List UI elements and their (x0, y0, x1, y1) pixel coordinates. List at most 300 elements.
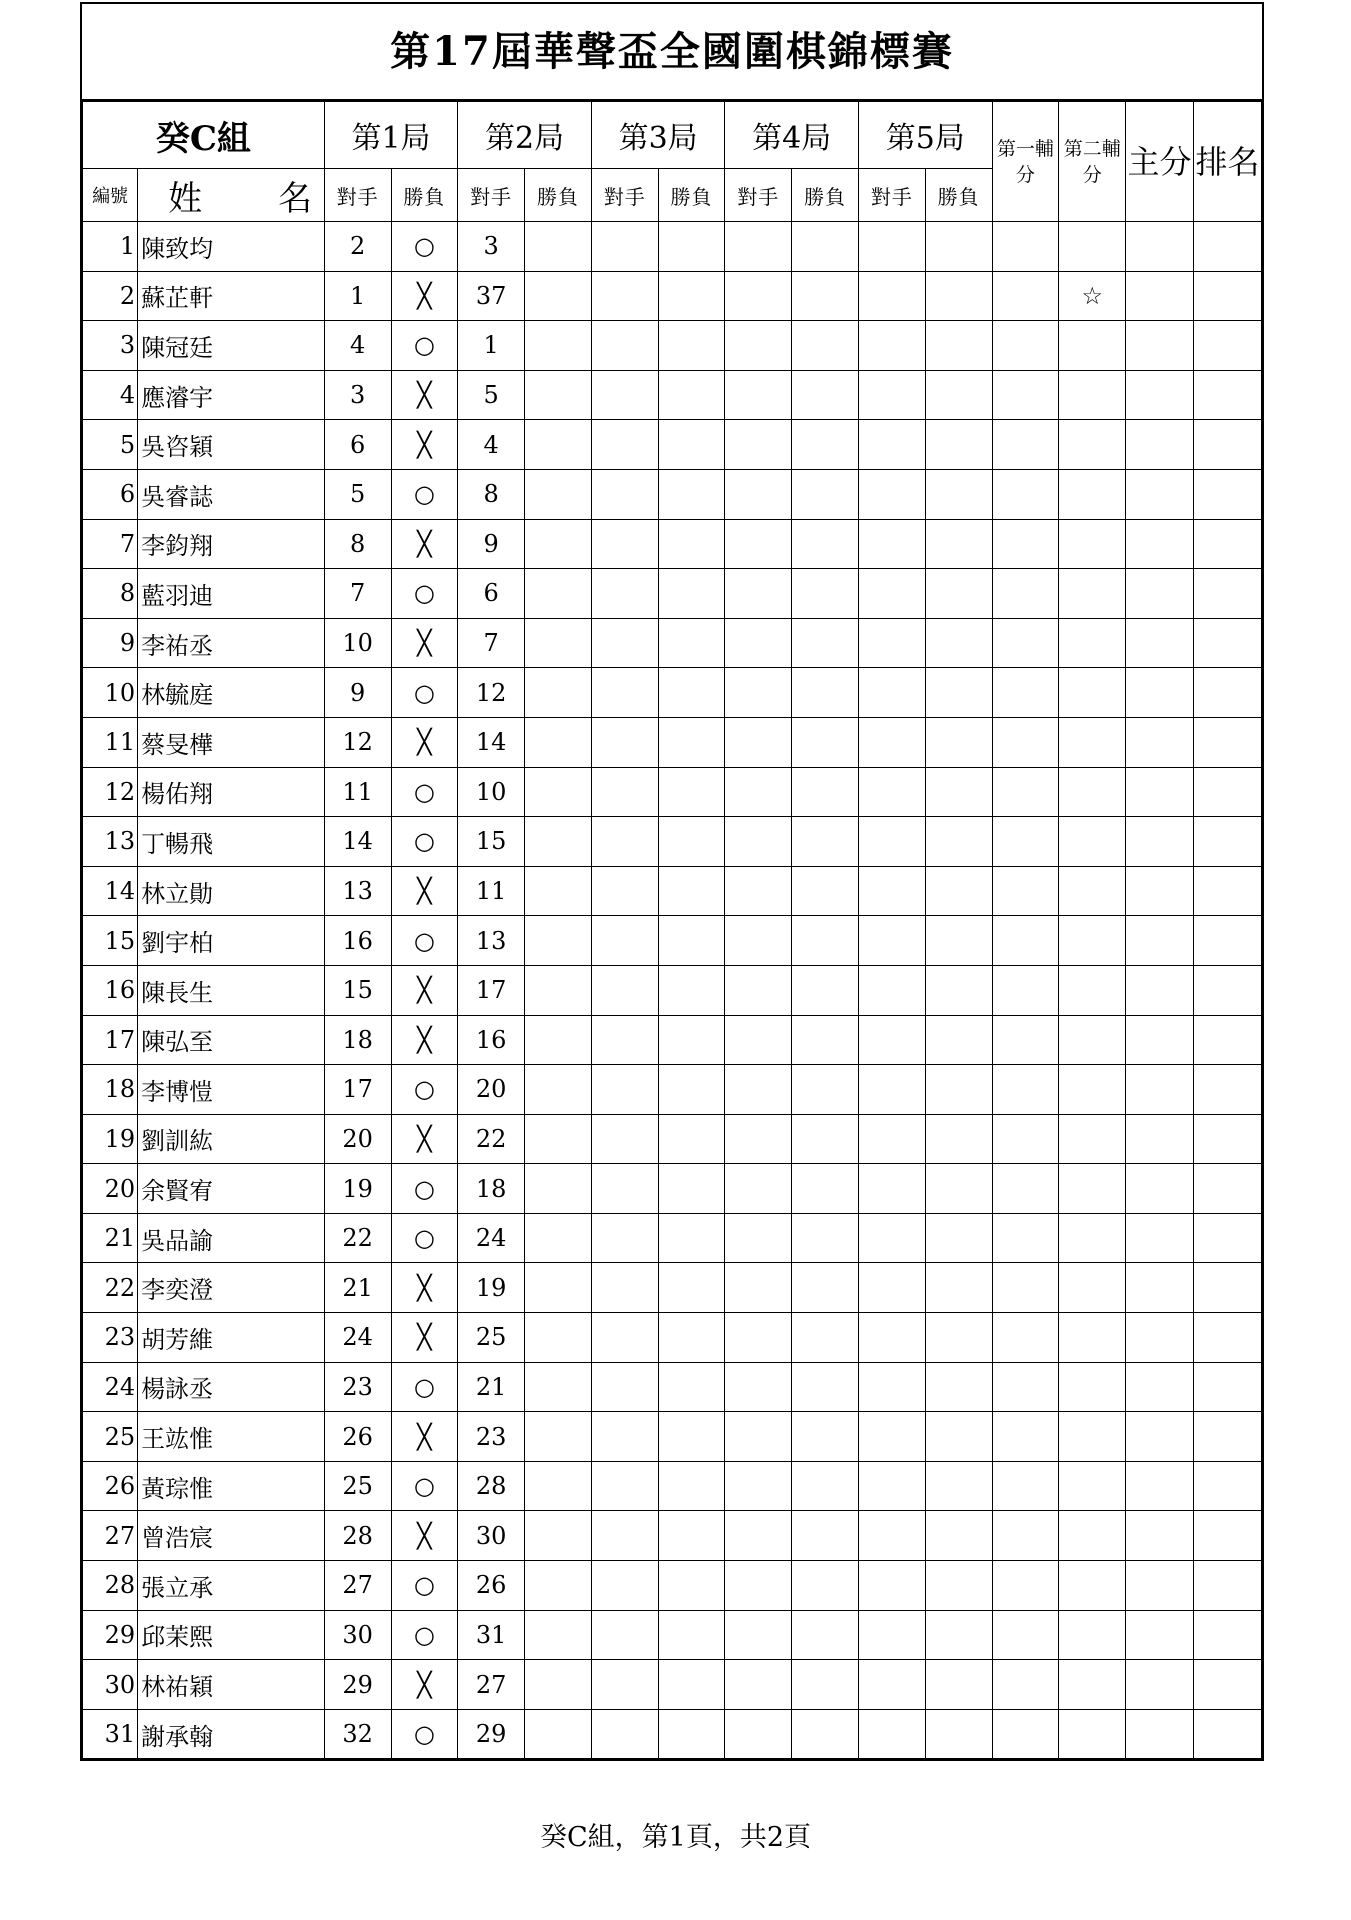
aux1-cell (992, 1461, 1059, 1511)
round-3-opponent (591, 1015, 658, 1065)
round-1-opponent: 7 (324, 569, 391, 619)
rank-cell (1193, 271, 1261, 321)
round-2-result (525, 668, 592, 718)
player-name: 李鈞翔 (138, 519, 325, 569)
round-4-opponent (725, 916, 792, 966)
aux1-header: 第一輔分 (992, 102, 1059, 222)
player-name: 蘇芷軒 (138, 271, 325, 321)
round-5-opponent (858, 668, 925, 718)
round-1-opponent: 2 (324, 222, 391, 272)
round-3-opponent (591, 271, 658, 321)
round-5-opponent (858, 1065, 925, 1115)
round-3-opponent (591, 1362, 658, 1412)
table-row (83, 271, 1262, 321)
name-header-1: 姓 (168, 178, 203, 219)
round-2-result (525, 271, 592, 321)
round-2-opponent: 31 (458, 1610, 525, 1660)
round-4-opponent (725, 1114, 792, 1164)
aux1-cell (992, 817, 1059, 867)
round-3-opponent (591, 321, 658, 371)
round-2-result (525, 1313, 592, 1363)
round-4-opponent (725, 866, 792, 916)
round-1-result: ╳ (391, 420, 458, 470)
round-5-result (925, 321, 992, 371)
round-4-result (792, 817, 859, 867)
round-4-result (792, 767, 859, 817)
round-2-opponent: 8 (458, 469, 525, 519)
main-score-cell (1126, 1114, 1194, 1164)
main-score-cell (1126, 370, 1194, 420)
round-5-result (925, 866, 992, 916)
round-3-opponent (591, 1263, 658, 1313)
main-score-cell (1126, 569, 1194, 619)
round-4-opponent (725, 1660, 792, 1710)
aux1-cell (992, 321, 1059, 371)
player-number: 2 (83, 271, 138, 321)
round-5-result (925, 1164, 992, 1214)
round-3-result (658, 1561, 725, 1611)
aux2-cell (1059, 469, 1126, 519)
round-2-result (525, 469, 592, 519)
round-5-opponent (858, 916, 925, 966)
round-4-opponent (725, 717, 792, 767)
round-5-result (925, 965, 992, 1015)
aux2-cell (1059, 717, 1126, 767)
aux1-cell (992, 916, 1059, 966)
round-5-opponent (858, 1362, 925, 1412)
round-3-opponent (591, 1164, 658, 1214)
table-row (83, 1511, 1262, 1561)
round-2-result (525, 1511, 592, 1561)
round-5-opponent (858, 1015, 925, 1065)
main-score-cell (1126, 1164, 1194, 1214)
player-number: 17 (83, 1015, 138, 1065)
round-4-opponent (725, 1461, 792, 1511)
aux1-cell (992, 1164, 1059, 1214)
round-2-result (525, 1412, 592, 1462)
table-row (83, 1164, 1262, 1214)
round-4-opponent (725, 420, 792, 470)
round-2-opponent: 6 (458, 569, 525, 619)
round-1-opponent: 28 (324, 1511, 391, 1561)
player-number: 5 (83, 420, 138, 470)
round-2-result (525, 717, 592, 767)
round-3-opponent (591, 469, 658, 519)
round-2-result (525, 222, 592, 272)
round-1-result: ╳ (391, 1313, 458, 1363)
name-header (138, 169, 325, 222)
aux2-cell (1059, 569, 1126, 619)
round-3-result (658, 1065, 725, 1115)
round-1-result: ╳ (391, 717, 458, 767)
round-2-opponent: 24 (458, 1213, 525, 1263)
aux2-cell (1059, 222, 1126, 272)
round-4-result (792, 1362, 859, 1412)
round-2-opponent: 37 (458, 271, 525, 321)
table-row (83, 1709, 1262, 1759)
round-4-opponent (725, 222, 792, 272)
aux2-cell (1059, 1015, 1126, 1065)
player-number: 15 (83, 916, 138, 966)
aux1-cell (992, 717, 1059, 767)
aux1-cell (992, 1660, 1059, 1710)
round-1-result: ○ (391, 1362, 458, 1412)
round-5-opponent (858, 717, 925, 767)
round-4-opponent (725, 817, 792, 867)
round-4-result (792, 1412, 859, 1462)
round-5-opponent (858, 1610, 925, 1660)
main-score-cell (1126, 1660, 1194, 1710)
round-1-result: ╳ (391, 965, 458, 1015)
round-4-result (792, 1709, 859, 1759)
round-2-header: 第2局 (458, 102, 592, 169)
round-2-result (525, 420, 592, 470)
round-3-result (658, 1461, 725, 1511)
table-row (83, 866, 1262, 916)
round-5-result (925, 370, 992, 420)
player-number: 12 (83, 767, 138, 817)
rank-cell (1193, 1610, 1261, 1660)
round-4-result (792, 569, 859, 619)
r3-opp-header: 對手 (591, 169, 658, 222)
aux2-cell (1059, 1263, 1126, 1313)
round-3-opponent (591, 222, 658, 272)
round-3-result (658, 1412, 725, 1462)
round-4-result (792, 717, 859, 767)
round-4-opponent (725, 965, 792, 1015)
table-row (83, 1412, 1262, 1462)
main-score-cell (1126, 1015, 1194, 1065)
player-number: 13 (83, 817, 138, 867)
round-2-opponent: 1 (458, 321, 525, 371)
round-5-header: 第5局 (858, 102, 992, 169)
aux2-cell (1059, 1313, 1126, 1363)
round-3-opponent (591, 1114, 658, 1164)
number-header: 編號 (83, 169, 138, 222)
main-score-cell (1126, 767, 1194, 817)
round-1-result: ○ (391, 1709, 458, 1759)
round-5-opponent (858, 1313, 925, 1363)
round-3-opponent (591, 817, 658, 867)
round-1-result: ○ (391, 1610, 458, 1660)
player-name: 陳致均 (138, 222, 325, 272)
round-4-opponent (725, 1412, 792, 1462)
round-1-opponent: 1 (324, 271, 391, 321)
main-score-cell (1126, 1610, 1194, 1660)
player-name: 陳弘至 (138, 1015, 325, 1065)
round-5-result (925, 1660, 992, 1710)
round-3-result (658, 1660, 725, 1710)
player-number: 23 (83, 1313, 138, 1363)
round-5-result (925, 916, 992, 966)
round-2-result (525, 321, 592, 371)
round-2-result (525, 817, 592, 867)
round-1-result: ╳ (391, 1114, 458, 1164)
round-1-opponent: 24 (324, 1313, 391, 1363)
round-4-opponent (725, 519, 792, 569)
round-2-opponent: 30 (458, 1511, 525, 1561)
table-row (83, 321, 1262, 371)
round-4-result (792, 469, 859, 519)
round-2-result (525, 519, 592, 569)
round-4-result (792, 1461, 859, 1511)
player-number: 6 (83, 469, 138, 519)
round-5-opponent (858, 965, 925, 1015)
round-2-opponent: 3 (458, 222, 525, 272)
round-2-opponent: 17 (458, 965, 525, 1015)
round-5-result (925, 1313, 992, 1363)
table-row (83, 370, 1262, 420)
round-1-result: ╳ (391, 370, 458, 420)
round-4-result (792, 222, 859, 272)
round-2-opponent: 23 (458, 1412, 525, 1462)
main-score-cell (1126, 717, 1194, 767)
round-2-result (525, 1213, 592, 1263)
round-1-result: ○ (391, 1561, 458, 1611)
round-1-result: ○ (391, 1065, 458, 1115)
round-4-opponent (725, 469, 792, 519)
table-row (83, 1610, 1262, 1660)
round-4-result (792, 1313, 859, 1363)
round-3-result (658, 519, 725, 569)
player-name: 李奕澄 (138, 1263, 325, 1313)
aux1-cell (992, 668, 1059, 718)
round-3-opponent (591, 1213, 658, 1263)
round-1-result: ╳ (391, 519, 458, 569)
r4-res-header: 勝負 (792, 169, 859, 222)
rank-cell (1193, 866, 1261, 916)
round-4-opponent (725, 1313, 792, 1363)
table-row (83, 1015, 1262, 1065)
round-5-opponent (858, 1561, 925, 1611)
r4-opp-header: 對手 (725, 169, 792, 222)
round-4-opponent (725, 767, 792, 817)
aux2-cell (1059, 420, 1126, 470)
round-2-opponent: 22 (458, 1114, 525, 1164)
rank-cell (1193, 1461, 1261, 1511)
round-1-result: ○ (391, 321, 458, 371)
round-1-opponent: 32 (324, 1709, 391, 1759)
round-5-result (925, 222, 992, 272)
aux2-cell (1059, 767, 1126, 817)
main-score-cell (1126, 1263, 1194, 1313)
round-5-result (925, 1412, 992, 1462)
rank-cell (1193, 618, 1261, 668)
aux2-cell (1059, 1412, 1126, 1462)
round-1-opponent: 6 (324, 420, 391, 470)
main-score-cell (1126, 469, 1194, 519)
aux2-cell (1059, 1065, 1126, 1115)
round-2-result (525, 1660, 592, 1710)
round-3-result (658, 1362, 725, 1412)
main-score-cell (1126, 1362, 1194, 1412)
aux2-cell (1059, 1114, 1126, 1164)
aux2-cell (1059, 618, 1126, 668)
score-sheet (80, 2, 1264, 1761)
page-footer: 癸C組，第1頁，共2頁 (539, 1822, 811, 1853)
round-4-result (792, 1610, 859, 1660)
player-name: 吳咨穎 (138, 420, 325, 470)
round-2-result (525, 1065, 592, 1115)
player-number: 26 (83, 1461, 138, 1511)
round-2-result (525, 767, 592, 817)
round-3-opponent (591, 1461, 658, 1511)
round-3-result (658, 817, 725, 867)
round-3-opponent (591, 1610, 658, 1660)
r5-res-header: 勝負 (925, 169, 992, 222)
round-2-result (525, 1362, 592, 1412)
table-row (83, 916, 1262, 966)
aux2-cell (1059, 1362, 1126, 1412)
round-4-result (792, 1561, 859, 1611)
main-score-cell (1126, 271, 1194, 321)
round-3-opponent (591, 1313, 658, 1363)
round-1-result: ╳ (391, 1015, 458, 1065)
round-4-result (792, 1511, 859, 1561)
round-1-opponent: 23 (324, 1362, 391, 1412)
main-score-cell (1126, 668, 1194, 718)
results-table (82, 101, 1262, 1759)
rank-cell (1193, 1114, 1261, 1164)
round-5-result (925, 1709, 992, 1759)
rank-cell (1193, 1015, 1261, 1065)
round-3-result (658, 321, 725, 371)
round-2-result (525, 1561, 592, 1611)
aux1-cell (992, 569, 1059, 619)
main-score-cell (1126, 1313, 1194, 1363)
player-name: 曾浩宸 (138, 1511, 325, 1561)
player-number: 18 (83, 1065, 138, 1115)
player-number: 25 (83, 1412, 138, 1462)
player-number: 16 (83, 965, 138, 1015)
aux1-cell (992, 1610, 1059, 1660)
aux1-cell (992, 965, 1059, 1015)
round-4-result (792, 965, 859, 1015)
aux1-cell (992, 519, 1059, 569)
round-1-header: 第1局 (324, 102, 458, 169)
aux2-cell (1059, 519, 1126, 569)
round-1-result: ╳ (391, 1660, 458, 1710)
round-4-opponent (725, 1709, 792, 1759)
player-name: 陳長生 (138, 965, 325, 1015)
round-4-result (792, 271, 859, 321)
table-row (83, 1213, 1262, 1263)
round-4-opponent (725, 618, 792, 668)
round-2-result (525, 1114, 592, 1164)
round-2-opponent: 25 (458, 1313, 525, 1363)
player-name: 陳冠廷 (138, 321, 325, 371)
round-5-result (925, 618, 992, 668)
round-3-result (658, 469, 725, 519)
round-4-result (792, 1263, 859, 1313)
round-3-opponent (591, 569, 658, 619)
round-4-opponent (725, 1511, 792, 1561)
r2-res-header: 勝負 (525, 169, 592, 222)
round-4-opponent (725, 321, 792, 371)
round-3-result (658, 618, 725, 668)
round-5-opponent (858, 618, 925, 668)
round-3-result (658, 866, 725, 916)
round-4-result (792, 866, 859, 916)
round-2-opponent: 7 (458, 618, 525, 668)
aux2-cell (1059, 321, 1126, 371)
round-3-opponent (591, 1412, 658, 1462)
round-3-result (658, 1015, 725, 1065)
r5-opp-header: 對手 (858, 169, 925, 222)
main-score-cell (1126, 866, 1194, 916)
player-name: 劉宇柏 (138, 916, 325, 966)
player-name: 蔡旻樺 (138, 717, 325, 767)
aux1-cell (992, 271, 1059, 321)
round-1-opponent: 14 (324, 817, 391, 867)
round-2-opponent: 13 (458, 916, 525, 966)
round-4-result (792, 519, 859, 569)
round-5-opponent (858, 519, 925, 569)
round-4-result (792, 1065, 859, 1115)
round-3-opponent (591, 370, 658, 420)
round-1-result: ○ (391, 817, 458, 867)
round-1-result: ╳ (391, 866, 458, 916)
table-row (83, 420, 1262, 470)
round-5-opponent (858, 569, 925, 619)
round-5-result (925, 767, 992, 817)
round-5-result (925, 817, 992, 867)
aux1-cell (992, 420, 1059, 470)
rank-cell (1193, 569, 1261, 619)
round-5-result (925, 569, 992, 619)
aux2-cell (1059, 1461, 1126, 1511)
round-1-opponent: 3 (324, 370, 391, 420)
round-1-result: ○ (391, 668, 458, 718)
round-2-result (525, 1709, 592, 1759)
round-1-result: ○ (391, 222, 458, 272)
player-name: 李祐丞 (138, 618, 325, 668)
round-4-opponent (725, 569, 792, 619)
round-2-result (525, 965, 592, 1015)
round-3-header: 第3局 (591, 102, 725, 169)
player-name: 謝承翰 (138, 1709, 325, 1759)
round-2-opponent: 27 (458, 1660, 525, 1710)
player-name: 林立勛 (138, 866, 325, 916)
round-1-opponent: 11 (324, 767, 391, 817)
round-1-opponent: 4 (324, 321, 391, 371)
table-row (83, 1065, 1262, 1115)
round-2-opponent: 18 (458, 1164, 525, 1214)
table-row (83, 1660, 1262, 1710)
table-row (83, 1561, 1262, 1611)
round-5-opponent (858, 1114, 925, 1164)
round-5-opponent (858, 767, 925, 817)
player-number: 4 (83, 370, 138, 420)
round-2-opponent: 26 (458, 1561, 525, 1611)
rank-cell (1193, 370, 1261, 420)
round-5-result (925, 1263, 992, 1313)
aux1-cell (992, 767, 1059, 817)
round-4-header: 第4局 (725, 102, 859, 169)
aux1-cell (992, 370, 1059, 420)
rank-header: 排名 (1193, 102, 1261, 222)
round-3-opponent (591, 1660, 658, 1710)
table-row (83, 1263, 1262, 1313)
aux1-cell (992, 1412, 1059, 1462)
round-1-opponent: 12 (324, 717, 391, 767)
player-name: 余賢宥 (138, 1164, 325, 1214)
round-2-opponent: 12 (458, 668, 525, 718)
round-3-result (658, 1610, 725, 1660)
round-5-opponent (858, 866, 925, 916)
round-1-result: ╳ (391, 271, 458, 321)
main-score-cell (1126, 420, 1194, 470)
